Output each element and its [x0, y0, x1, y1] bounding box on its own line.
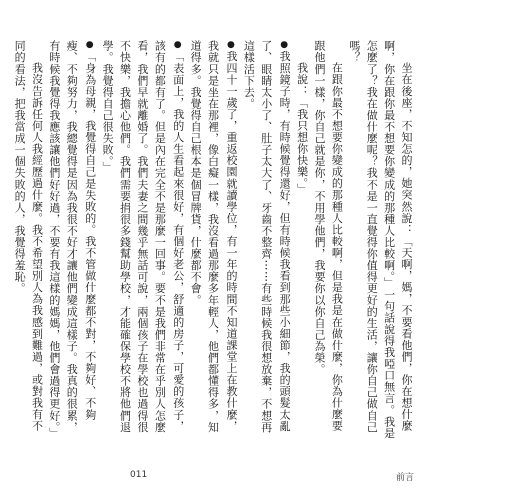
paragraph-1: 坐在後座，不知怎的，她突然說：「天啊，媽，不要看他們，你在想什麼啊，你在跟你最不想要你變成的那種人比較啊。」一句話說得我啞口無言。我是怎麼了？我在做什麼呢？我不是一直覺得你值得更好的生活，讓你自己做自己嗎？: [347, 40, 413, 439]
paragraph-3: 我說：「我只想你快樂。」: [295, 62, 309, 196]
paragraph-7-text: 「身為母親，我覺得自己是失敗的。我不管做什麼都不對，不夠好、不夠瘦、不夠努力，我總覺得是因為我很不好才讓他們變成這樣子。我真的很累，有時候我覺得我應該讓他們好好過，不要有我這樣的媽媽，他們會過得更好。」: [47, 40, 97, 439]
paragraph-5-text: 我四十一歲了，重返校園就讀學位，有一年的時間不知道課堂上在教什麼，我就只是坐在那裡，像白癡一樣，我沒看過那麼多年輕人，他們都懂得多，知道得多。我覺得自己根本是個冒牌貨，什麼都不會。: [189, 40, 238, 433]
paragraph-5: [187, 40, 240, 440]
paragraph-2: 在跟你最不想要你變成的那種人比較啊，但是我是在做什麼，你為什麼要跟他們一樣，你自己就是你，不用學他們，我要你以你自己為榮。: [312, 40, 344, 432]
vertical-text-column: [13, 40, 415, 440]
paragraph-4-text: 我照鏡子時，有時候覺得還好，但有時候我看到那些小細節，我的頭髮太亂了、眼睛太小了、肚子太大了、牙齒不整齊⋯⋯有些時候我很想放棄，不想再這樣活下去。: [242, 40, 292, 433]
paragraph-8: 我沒告訴任何人我經歷過什麼。我不希望別人為我感到難過，或對我有不同的看法，把我當成一個失敗的人，我覺得羞恥。: [13, 40, 44, 432]
paragraph-7: [45, 40, 98, 440]
bullet-icon: ●: [84, 40, 95, 51]
paragraph-6: [99, 40, 187, 440]
bullet-icon: ●: [279, 40, 290, 51]
bullet-icon: ●: [172, 40, 183, 51]
page-number: 011: [130, 470, 148, 480]
bullet-icon: ●: [225, 40, 236, 51]
paragraph-4: [240, 40, 293, 440]
running-footer-section: 前言: [396, 473, 415, 483]
paragraph-6-text: 「表面上，我的人生看起來很好，有個好老公，舒適的房子，可愛的孩子，該有的都有了。但是內在完全不是那麼一回事。要不是我們非常在乎別人怎麼看，我們早就離婚了。我們夫妻之間幾乎無話可說，兩個孩子在學校也過得很不快樂，我擔心他們。我們需要捐很多錢幫助學校，才能確保學校不將他們退學。我覺得自己很失敗。」: [101, 40, 185, 433]
